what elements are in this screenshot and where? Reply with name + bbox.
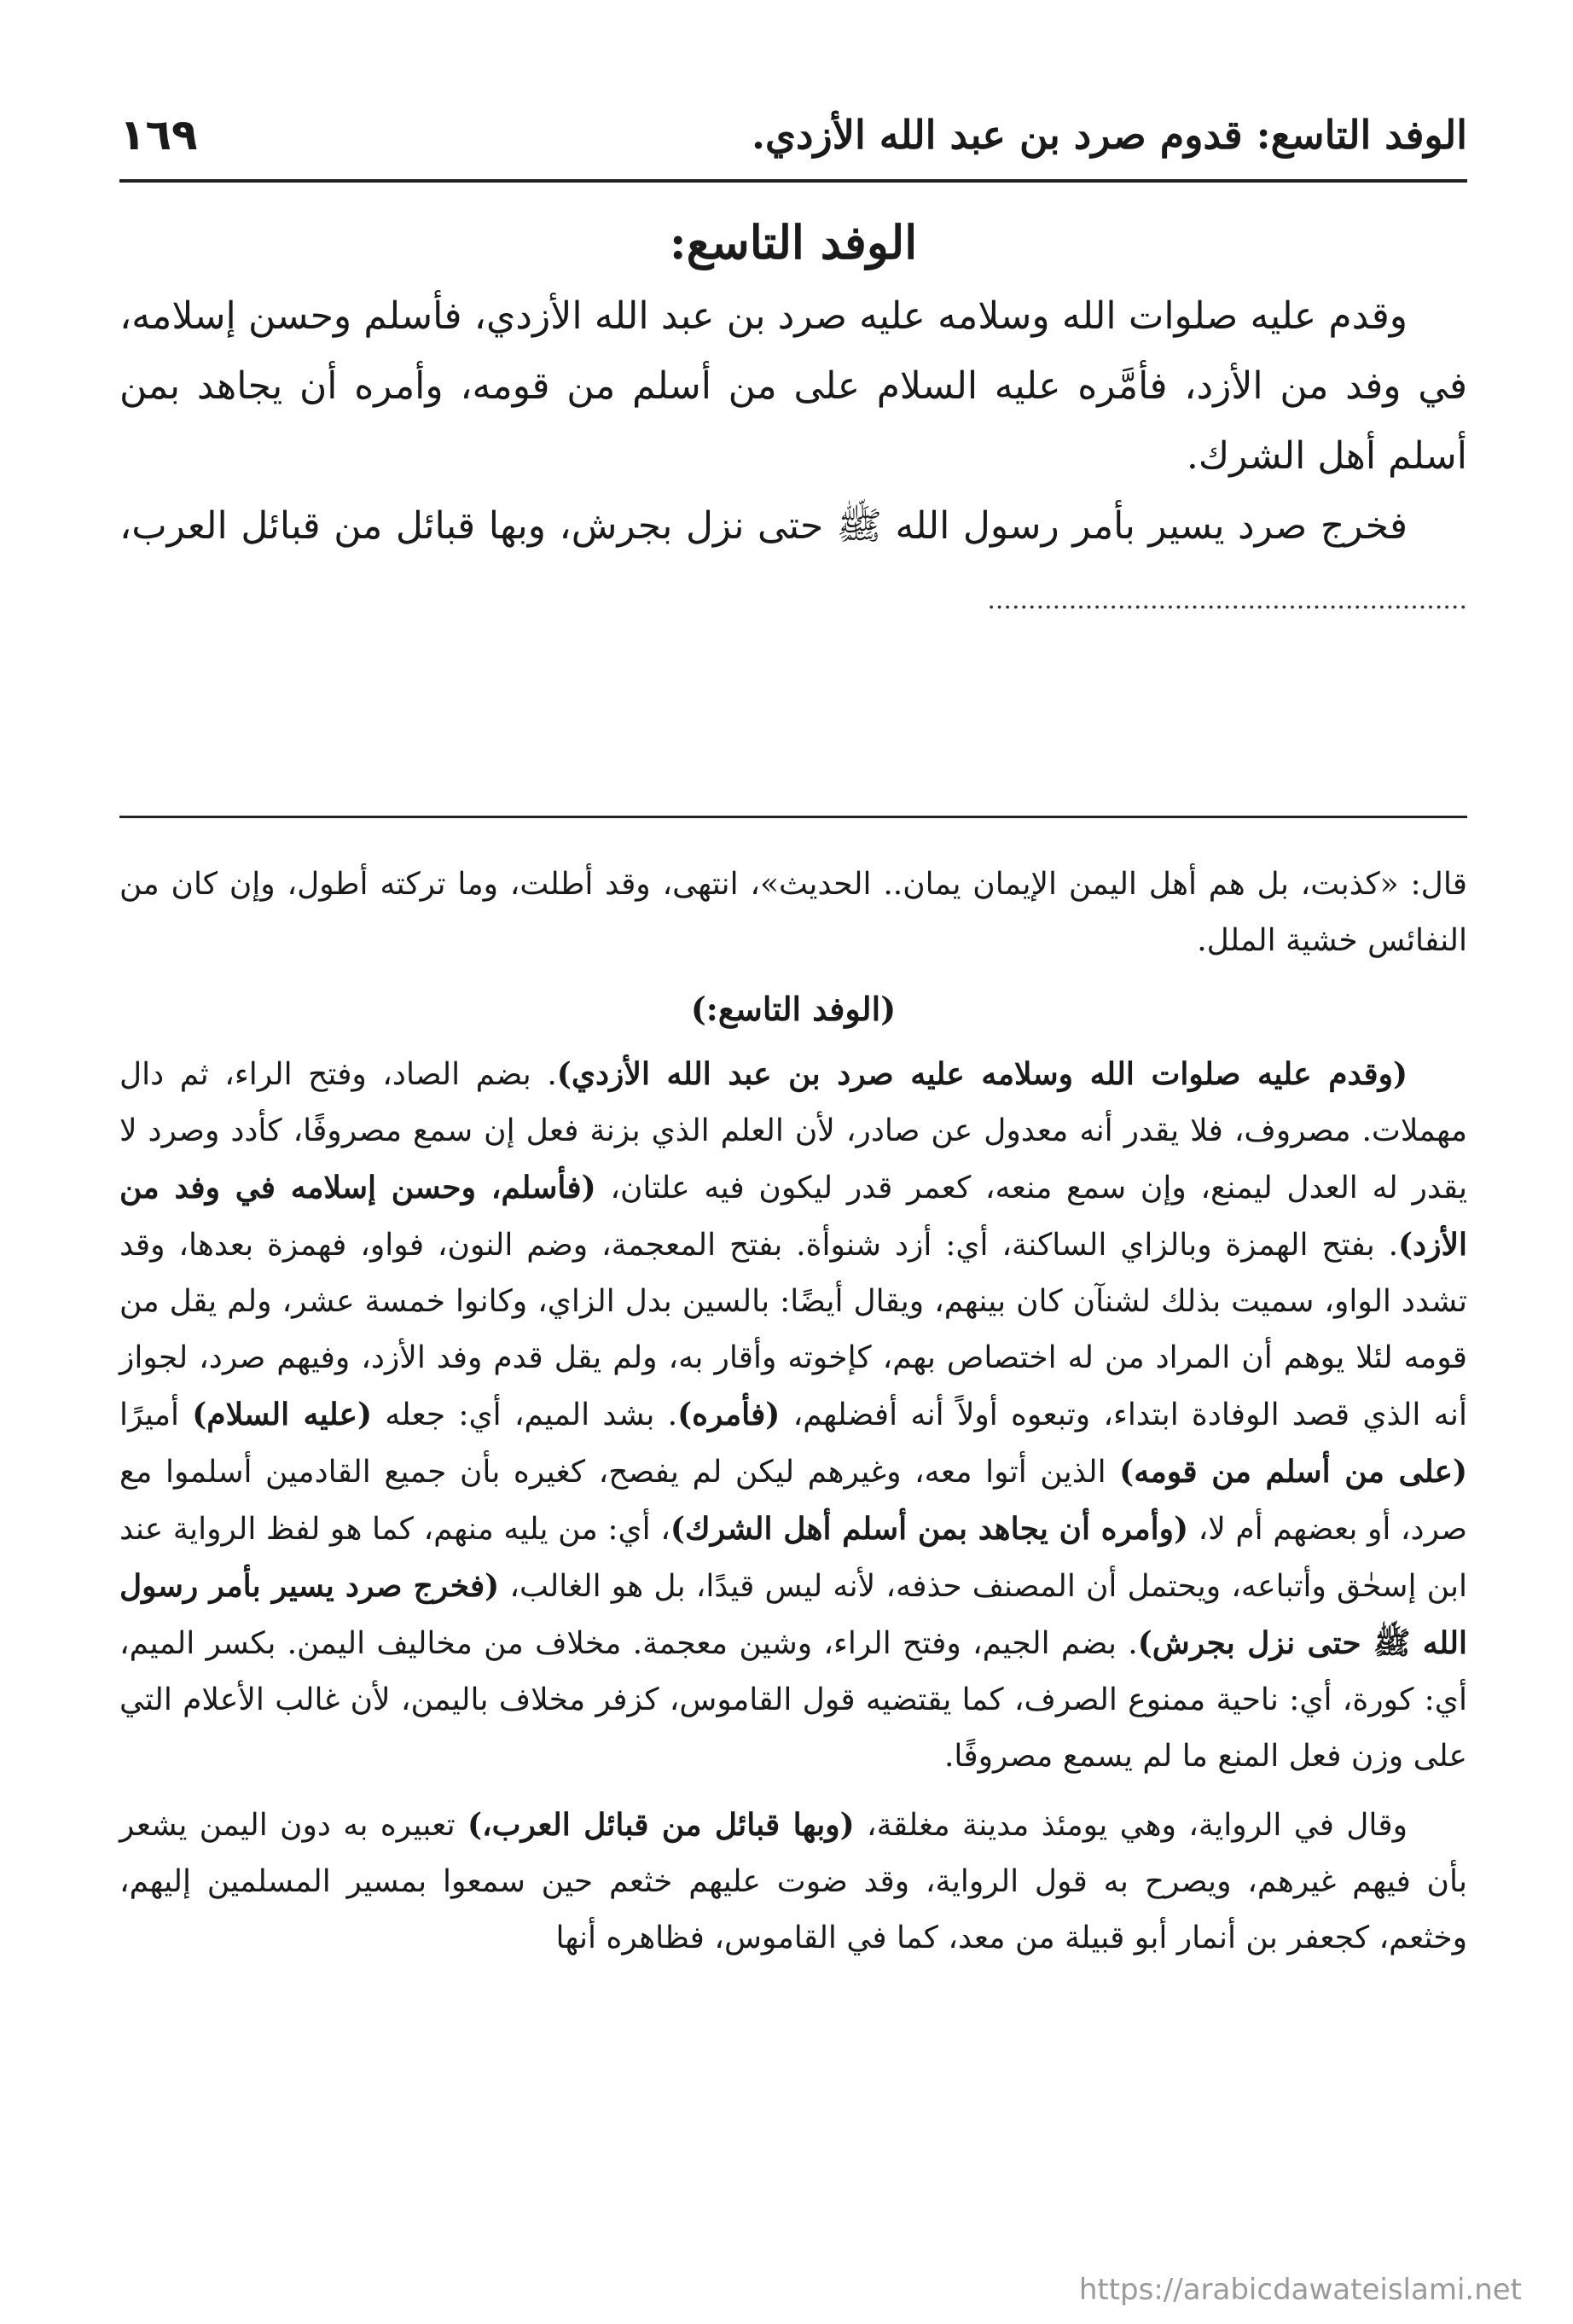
main-paragraph-2 [119, 491, 1467, 636]
quoted-text: (وقدم عليه صلوات الله وسلامه عليه صرد بن عبد الله الأزدي) [556, 1056, 1408, 1092]
watermark-url: https://arabicdawateislami.net [1078, 2273, 1522, 2307]
commentary-paragraph-1: قال: «كذبت، بل هم أهل اليمن الإيمان يمان.. الحديث»، انتهى، وقد أطلت، وما تركته أطول، وإن كان من النفائس خشية الملل. [119, 867, 1467, 958]
section-heading: الوفد التاسع: [669, 215, 918, 270]
commentary-heading: (الوفد التاسع:) [690, 990, 897, 1028]
running-header [119, 94, 1467, 176]
running-title: الوفد التاسع: قدوم صرد بن عبد الله الأزدي. [752, 112, 1467, 158]
commentary-text: وقال في الرواية، وهي يومئذ مدينة مغلقة، [854, 1808, 1408, 1843]
commentary-text: . بفتح الهمزة وبالزاي الساكنة، أي: أزد شنوأة. بفتح المعجمة، وضم النون، فواو، فهمزة بعدها، وقد تشدد الواو، سميت بذلك لشنآن كان بينهم، ويقال أيضًا: بالسين بدل الزاي، وكانوا خمسة عشر، ولم يقل من قومه لئلا يوهم أن المراد من له اختصاص بهم، كإخوته وأقار به، ولم يقل قدم وفد الأزد، وفيهم صرد، لجواز أنه الذي قصد الوفادة ابتداء، وتبعوه أولاً أنه أفضلهم، [119, 1228, 1467, 1432]
continuation-dots: ........................................................... [987, 585, 1467, 615]
commentary-paragraph-2 [119, 1046, 1467, 1785]
commentary-text: الذين أتوا معه، وغيرهم ليكن لم يفصح، كغيره بأن جميع القادمين أسلموا مع صرد، أو بعضهم أم لا، [119, 1455, 1467, 1547]
main-paragraph-2-text: فخرج صرد يسير بأمر رسول الله ﷺ حتى نزل بجرش، وبها قبائل من قبائل العرب، [119, 504, 1408, 548]
quoted-text: (عليه السلام) [192, 1397, 373, 1432]
commentary-text: تعبيره به دون اليمن يشعر بأن فيهم غيرهم، ويصرح به قول الرواية، وقد ضوت عليهم خثعم حين سمعوا بمسير المسلمين إليهم، وخثعم، كجعفر بن أنمار أبو قبيلة من معد، كما في القاموس، فظاهره أنها [119, 1808, 1467, 1955]
quoted-text: (فخرج صرد يسير بأمر رسول الله ﷺ حتى نزل بجرش) [119, 1568, 1467, 1661]
quoted-text: (فأسلم، وحسن إسلامه في وفد من الأزد) [119, 1170, 1467, 1263]
quoted-text: (فأمره) [677, 1397, 781, 1432]
main-text [119, 215, 1467, 636]
quoted-text: (وبها قبائل من قبائل العرب،) [467, 1807, 855, 1843]
commentary-text: أميرًا [119, 1397, 193, 1432]
quoted-text: (وأمره أن يجاهد بمن أسلم أهل الشرك) [670, 1511, 1189, 1547]
quoted-text: (على من أسلم من قومه) [1119, 1454, 1467, 1490]
header-rule [119, 179, 1467, 183]
separator-rule [119, 816, 1467, 818]
main-paragraph-1: وقدم عليه صلوات الله وسلامه عليه صرد بن عبد الله الأزدي، فأسلم وحسن إسلامه، في وفد من الأزد، فأمَّره عليه السلام على من أسلم من قومه، وأمره أن يجاهد بمن أسلم أهل الشرك. [119, 294, 1467, 478]
page-number: ١٦٩ [119, 110, 198, 160]
commentary-text: . بضم الجيم، وفتح الراء، وشين معجمة. مخلاف من مخاليف اليمن. بكسر الميم، أي: كورة، أي: ناحية ممنوع الصرف، كما يقتضيه قول القاموس، كزفر مخلاف باليمن، لأن غالب الأعلام التي على وزن فعل المنع ما لم يسمع مصروفًا. [119, 1626, 1467, 1774]
commentary [119, 857, 1467, 1967]
book-page [119, 94, 1467, 2278]
commentary-paragraph-3 [119, 1797, 1467, 1967]
commentary-text: . بشد الميم، أي: جعله [372, 1397, 678, 1432]
commentary-text: ، أي: من يليه منهم، كما هو لفظ الرواية عند ابن إسحٰق وأتباعه، ويحتمل أن المصنف حذفه، لأنه ليس قيدًا، بل هو الغالب، [119, 1512, 1467, 1604]
commentary-text: . بضم الصاد، وفتح الراء، ثم دال مهملات. مصروف، فلا يقدر أنه معدول عن صادر، لأن العلم الذي بزنة فعل إن سمع مصروفًا، كأدد وصرد لا يقدر له العدل ليمنع، وإن سمع منعه، كعمر قدر ليكون فيه علتان، [119, 1057, 1467, 1206]
